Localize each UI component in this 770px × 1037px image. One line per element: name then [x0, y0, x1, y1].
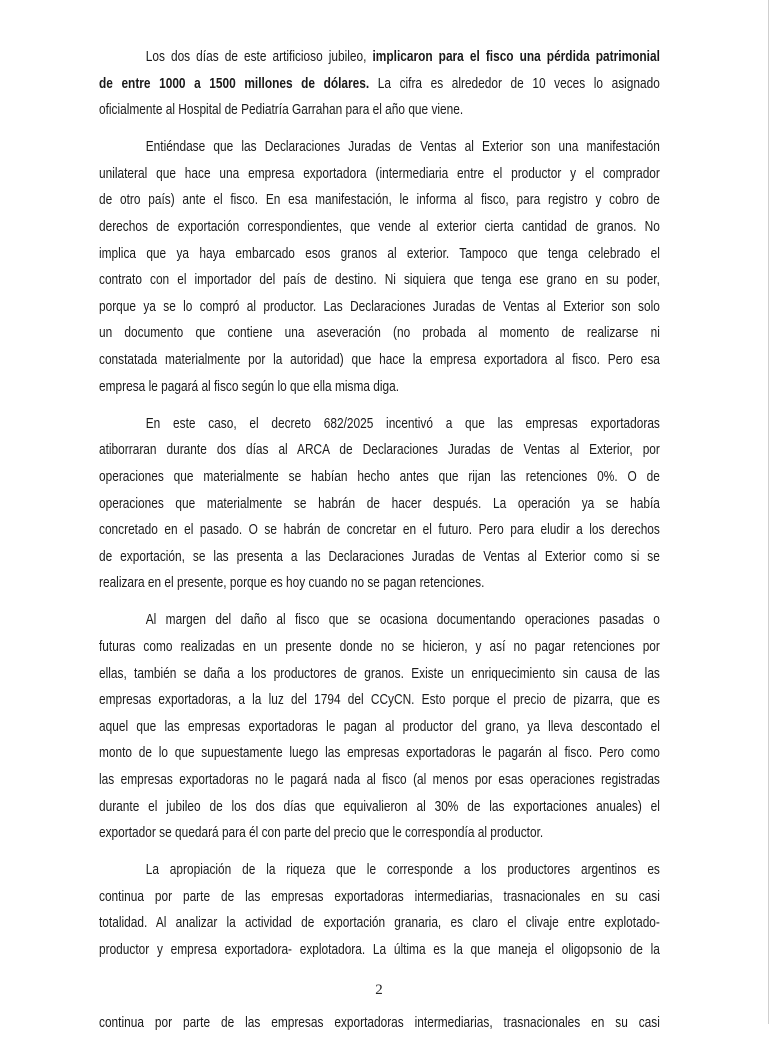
text-line [99, 794, 660, 821]
document-body [99, 44, 660, 974]
text-line [99, 187, 660, 214]
text: de exportación, se las presenta a las Declaraciones Juradas de Ventas al Exterior como si se [99, 548, 660, 565]
text: contrato con el importador del país de destino. Ni siquiera que tenga ese grano en su poder, [99, 272, 660, 289]
text-line [99, 241, 660, 268]
text-line [99, 714, 660, 741]
text: atiborraran durante dos días al ARCA de Declaraciones Juradas de Ventas al Exterior, por [99, 442, 660, 459]
text: porque ya se lo compró al productor. Las Declaraciones Juradas de Ventas al Exterior son solo [99, 298, 660, 315]
text: exportador se quedará para él con parte del precio que le correspondía al productor. [99, 825, 544, 842]
text: unilateral que hace una empresa exportadora (intermediaria entre el productor y el comprador [99, 165, 660, 182]
text: durante el jubileo de los dos días que equivalieron al 30% de las exportaciones anuales) el [99, 798, 660, 815]
text-line [99, 884, 660, 911]
text: Los dos días de este artificioso jubileo, [145, 49, 373, 65]
text: las empresas exportadoras no le pagará nada al fisco (al menos por esas operaciones registradas [99, 771, 660, 788]
paragraph [99, 134, 660, 400]
text-line [99, 634, 660, 661]
text-line [99, 44, 660, 71]
text-line [99, 937, 660, 964]
text: derechos de exportación correspondientes, que vende al exterior cierta cantidad de granos. No [99, 219, 660, 236]
text: ellas, también se daña a los productores de granos. Existe un enriquecimiento sin causa de las [99, 665, 660, 682]
text-line [99, 910, 660, 937]
text: implica que ya haya embarcado esos granos al exterior. Tampoco que tenga celebrado el [99, 245, 660, 262]
text-line [99, 71, 660, 98]
text-line [99, 570, 660, 597]
paragraph [99, 607, 660, 846]
text: continua por parte de las empresas exportadoras intermediarias, trasnacionales en su casi [99, 888, 660, 905]
text-line [99, 464, 660, 491]
text-line [99, 820, 660, 847]
text: productor y empresa exportadora- explotadora. La última es la que maneja el oligopsonio de la [99, 942, 660, 958]
text: aquel que las empresas exportadoras le pagan al productor del grano, ya lleva descontado el [99, 718, 660, 735]
text: operaciones que materialmente se habrán de hacer después. La operación ya se había [99, 495, 660, 512]
text: oficialmente al Hospital de Pediatría Garrahan para el año que viene. [99, 102, 464, 119]
next-page-partial-line: continua por parte de las empresas exportadoras intermediarias, trasnacionales en su casi [99, 1015, 660, 1031]
text: empresa le pagará al fisco según lo que ella misma diga. [99, 378, 400, 395]
text-line [99, 347, 660, 374]
paragraph [99, 857, 660, 963]
text: En este caso, el decreto 682/2025 incentivó a que las empresas exportadoras [145, 415, 660, 432]
text: de otro país) ante el fisco. En esa manifestación, le informa al fisco, para registro y cobro de [99, 192, 660, 209]
text-line [99, 517, 660, 544]
text-line [99, 437, 660, 464]
text: La cifra es alrededor de 10 veces lo asignado [369, 75, 660, 92]
text-line [99, 687, 660, 714]
text-line [99, 544, 660, 571]
page-edge-divider [768, 0, 769, 1024]
text-line [99, 607, 660, 634]
text: operaciones que materialmente se habían hecho antes que rijan las retenciones 0%. O de [99, 468, 660, 485]
text-line [99, 491, 660, 518]
text-line [99, 661, 660, 688]
text-line [99, 134, 660, 161]
text: futuras como realizadas en un presente donde no se hicieron, y así no pagar retenciones por [99, 638, 660, 655]
text-line [99, 740, 660, 767]
text: concretado en el pasado. O se habrán de concretar en el futuro. Pero para eludir a los derechos [99, 522, 660, 539]
text-line [99, 857, 660, 884]
text-line [99, 214, 660, 241]
text: empresas exportadoras, a la luz del 1794 del CCyCN. Esto porque el precio de pizarra, que es [99, 692, 660, 709]
text: totalidad. Al analizar la actividad de exportación granaria, es claro el clivaje entre explotado- [99, 915, 660, 932]
bold-text: implicaron para el fisco una pérdida patrimonial [372, 49, 660, 65]
page-number: 2 [375, 982, 383, 998]
text-line [99, 374, 660, 401]
text: monto de lo que supuestamente luego las empresas exportadoras le pagarán al fisco. Pero como [99, 745, 660, 762]
text: Entiéndase que las Declaraciones Juradas de Ventas al Exterior son una manifestación [145, 139, 660, 156]
bold-text: de entre 1000 a 1500 millones de dólares. [99, 75, 370, 92]
text-line [99, 97, 660, 124]
text-line [99, 294, 660, 321]
text-line [99, 320, 660, 347]
text: un documento que contiene una aseveración (no probada al momento de realizarse ni [99, 325, 660, 342]
text: La apropiación de la riqueza que le corresponde a los productores argentinos es [145, 862, 660, 879]
text-line [99, 161, 660, 188]
text: realizara en el presente, porque es hoy cuando no se pagan retenciones. [99, 575, 485, 592]
text: Al margen del daño al fisco que se ocasiona documentando operaciones pasadas o [145, 612, 660, 629]
paragraph [99, 44, 660, 124]
text-line [99, 267, 660, 294]
text-line [99, 411, 660, 438]
text-line [99, 767, 660, 794]
text: constatada materialmente por la autoridad) que hace la empresa exportadora al fisco. Pero esa [99, 352, 660, 369]
paragraph [99, 411, 660, 597]
